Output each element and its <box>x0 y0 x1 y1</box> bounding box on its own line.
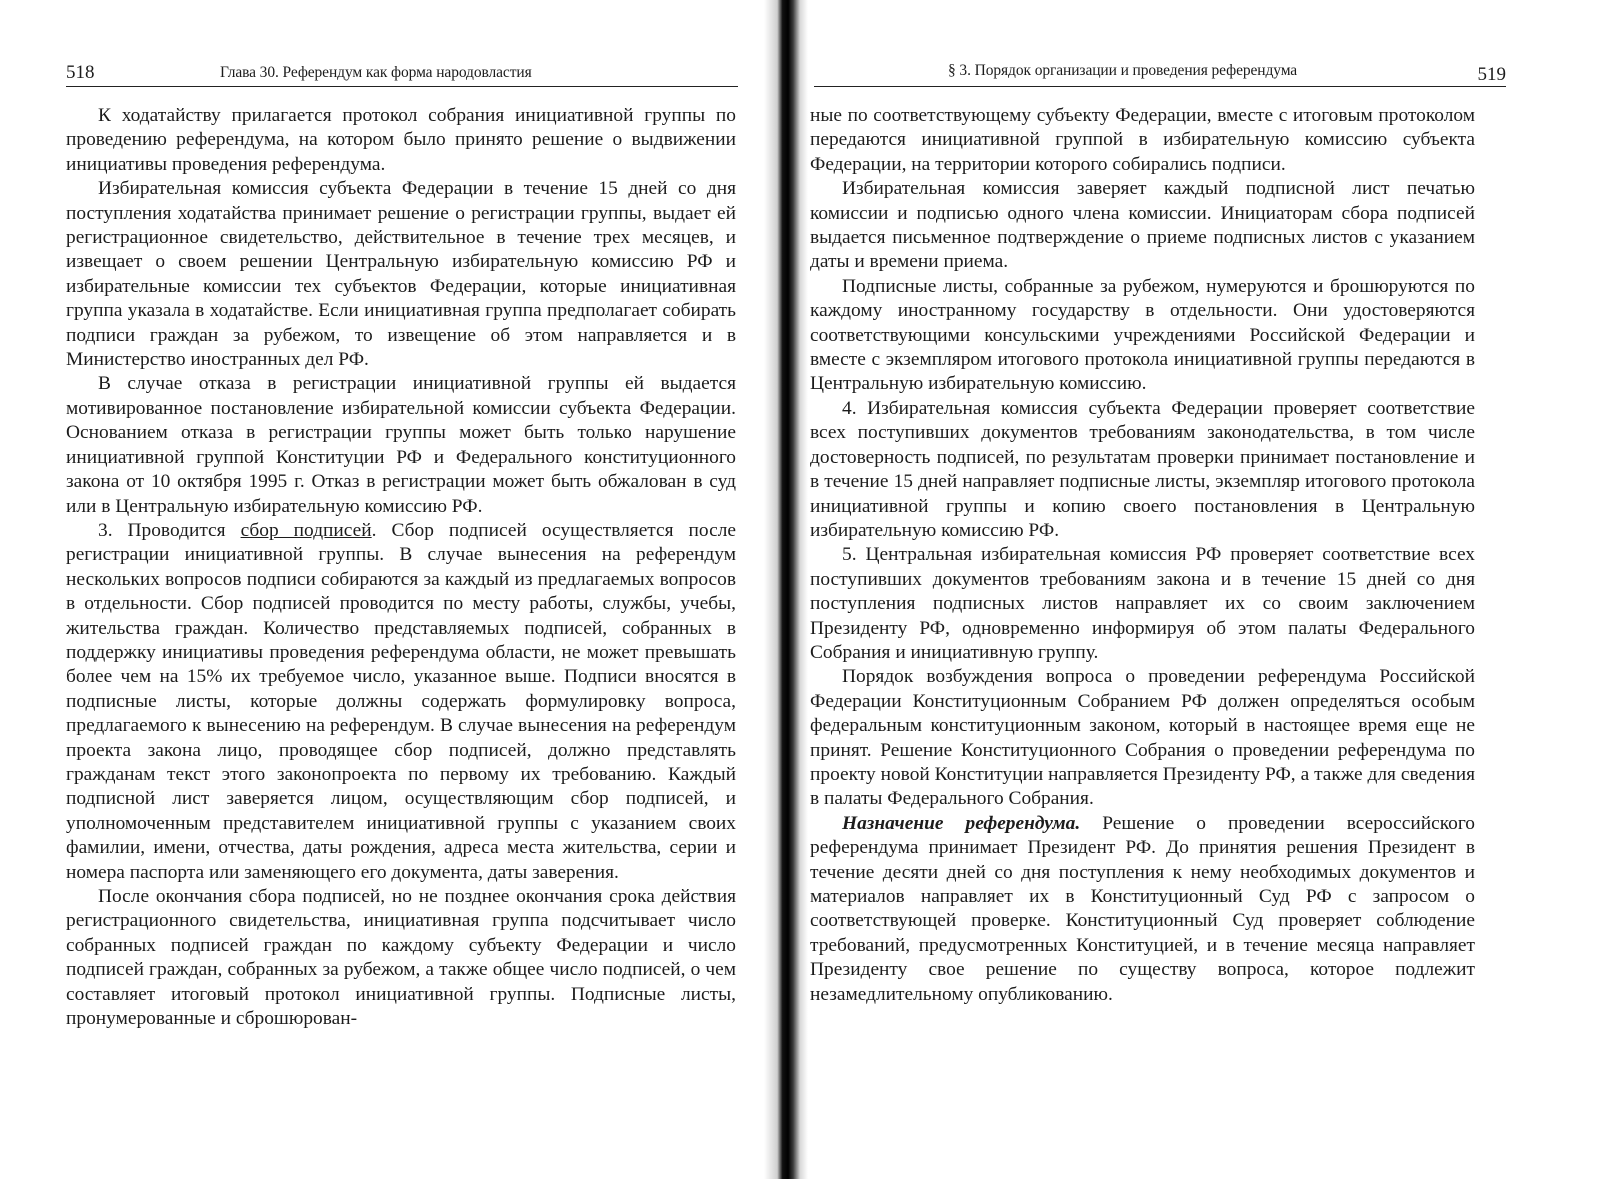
run-in-heading: Назначение референдума. <box>842 812 1081 834</box>
para3-rest: . Сбор подписей осуществляется после регистрации инициативной группы. В случае вынесения на референдум нескольких вопросов подписи собираются за каждый из предлагаемых вопросов в отдельности. Сбор подписей проводится по месту работы, службы, учебы, жительства граждан. Количество представляемых подписей, собранных в поддержку инициативы проведения референдума области, не может превышать более чем на 15% их требуемое число, указанное выше. Подписи вносятся в подписные листы, которые должны содержать формулировку вопроса, предлагаемого к вынесению на референдум. В случае вынесения на референдум проекта закона лицо, проводящее сбор подписей, должно представлять гражданам текст этого законопроекта по первому их требованию. Каждый подписной лист заверяется лицом, осуществляющим сбор подписей, и уполномоченным представителем инициативной группы с указанием своих фамилии, имени, отчества, даты рождения, адреса места жительства, серии и номера паспорта или заменяющего его документа, даты заверения. <box>66 519 736 883</box>
right-page <box>800 0 1600 1179</box>
paragraph: 5. Центральная избирательная комиссия РФ проверяет соответствие всех поступивших документов требованиям закона и в течение 15 дней со дня поступления подписных листов направляет их со своим заключением Президенту РФ, одновременно информируя об этом палаты Федерального Собрания и инициативную группу. <box>810 544 1475 663</box>
paragraph-continued: ные по соответствующему субъекту Федерации, вместе с итоговым протоколом передаются инициативной группой в избирательную комиссию субъекта Федерации, на территории которого собирались подписи. <box>810 105 1475 175</box>
paragraph-3 <box>66 519 736 885</box>
paragraph: Избирательная комиссия субъекта Федерации в течение 15 дней со дня поступления ходатайства принимает решение о регистрации группы, выдает ей регистрационное свидетельство, действительное в течение трех месяцев, и извещает о своем решении Центральную избирательную комиссию РФ и избирательные комиссии тех субъектов Федерации, которые инициативная группа указала в ходатайстве. Если инициативная группа предполагает собирать подписи граждан за рубежом, то извещение об этом направляется и в Министерство иностранных дел РФ. <box>66 178 736 371</box>
para3-prefix: 3. Проводится <box>98 519 241 541</box>
page-number: 519 <box>1477 64 1506 85</box>
paragraph: В случае отказа в регистрации инициативной группы ей выдается мотивированное постановление избирательной комиссии субъекта Федерации. Основанием отказа в регистрации группы может быть только нарушение инициативной группой Конституции РФ и Федерального конституционного закона от 10 октября 1995 г. Отказ в регистрации может быть обжалован в суд или в Центральную избирательную комиссию РФ. <box>66 373 736 517</box>
left-running-head <box>66 58 738 87</box>
section-header: § 3. Порядок организации и проведения референдума <box>948 62 1298 79</box>
left-body-text <box>66 104 736 1031</box>
right-running-head <box>814 58 1506 87</box>
paragraph: Избирательная комиссия заверяет каждый подписной лист печатью комиссии и подписью одного члена комиссии. Инициаторам сбора подписей выдается письменное подтверждение о приеме подписных листов с указанием даты и времени приема. <box>810 178 1475 273</box>
underlined-term: сбор подписей <box>240 519 372 541</box>
paragraph-final <box>810 812 1475 1007</box>
paragraph: 4. Избирательная комиссия субъекта Федерации проверяет соответствие всех поступивших документов требованиям законодательства, в том числе достоверность подписей, по результатам проверки принимает постановление и в течение 15 дней направляет подписные листы, экземпляр итогового протокола инициативной группы и копию своего постановления в Центральную избирательную комиссию РФ. <box>810 397 1475 541</box>
right-body-text <box>810 104 1475 1007</box>
left-page <box>0 0 790 1179</box>
paragraph: Подписные листы, собранные за рубежом, нумеруются и брошюруются по каждому иностранному государству в отдельности. Они удостоверяются соответствующими консульскими учреждениями Российской Федерации и вместе с экземпляром итогового протокола инициативной группы передаются в Центральную избирательную комиссию. <box>810 275 1475 395</box>
chapter-header: Глава 30. Референдум как форма народовластия <box>220 64 532 81</box>
page-number: 518 <box>66 62 95 83</box>
paragraph: Порядок возбуждения вопроса о проведении референдума Российской Федерации Конституционным Собранием РФ должен определяться особым федеральным конституционным законом, который в настоящее время еще не принят. Решение Конституционного Собрания о проведении референдума по проекту новой Конституции направляется Президенту РФ, а также для сведения в палаты Федерального Собрания. <box>810 666 1475 810</box>
final-rest: Решение о проведении всероссийского референдума принимает Президент РФ. До принятия решения Президент в течение десяти дней со дня поступления к нему необходимых документов и материалов направляет их в Конституционный Суд РФ с запросом о соответствующей проверке. Конституционный Суд проверяет соблюдение требований, предусмотренных Конституцией, и в течение месяца направляет Президенту свое решение по существу вопроса, которое подлежит незамедлительному опубликованию. <box>810 812 1475 1005</box>
paragraph: После окончания сбора подписей, но не позднее окончания срока действия регистрационного свидетельства, инициативная группа подсчитывает число собранных подписей граждан по каждому субъекту Федерации и число подписей граждан, собранных за рубежом, а также общее число подписей, о чем составляет итоговый протокол инициативной группы. Подписные листы, пронумерованные и сброшюрован- <box>66 886 736 1030</box>
paragraph: К ходатайству прилагается протокол собрания инициативной группы по проведению референдума, на котором было принято решение о выдвижении инициативы проведения референдума. <box>66 105 736 175</box>
